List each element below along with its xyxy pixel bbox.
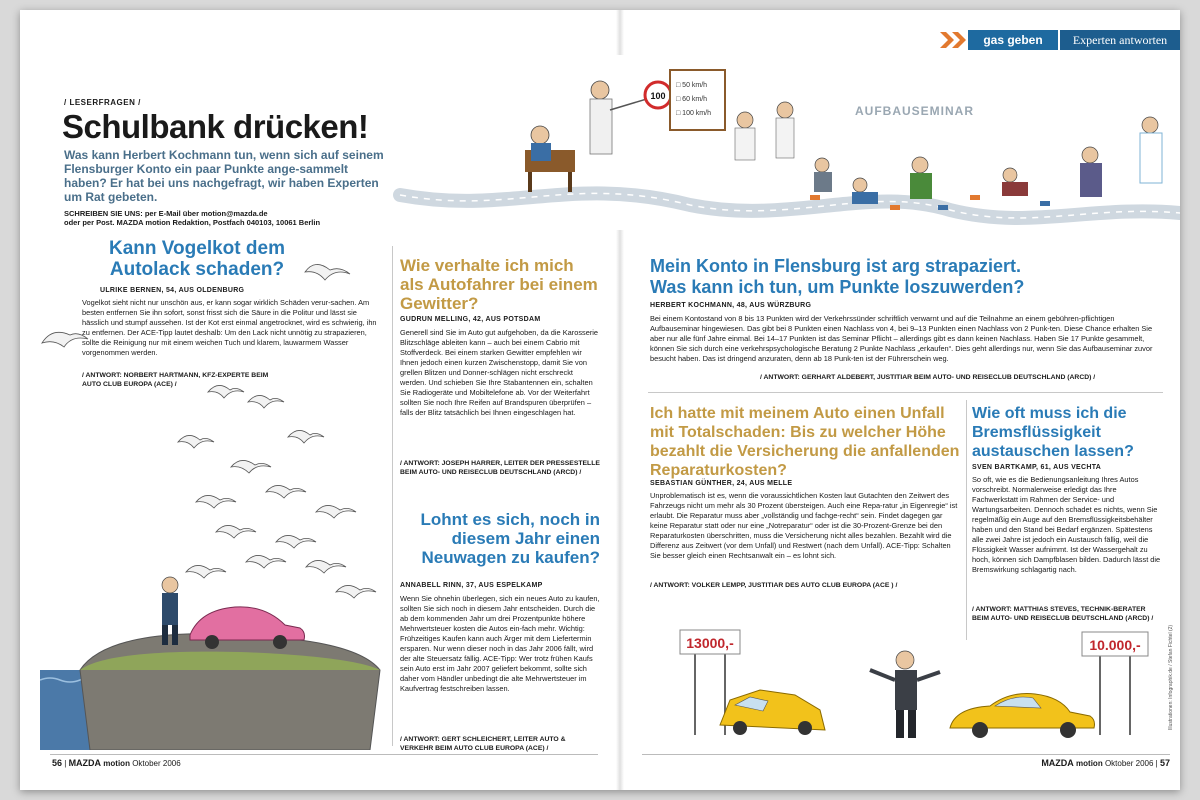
seagull-illustration xyxy=(40,250,395,750)
neuwagen-byline: ANNABELL RINN, 37, AUS ESPELKAMP xyxy=(400,582,543,589)
chevron-right-icon xyxy=(940,30,968,50)
seminar-illustration xyxy=(390,55,1180,230)
vogelkot-answer: / ANTWORT: NORBERT HARTMANN, KFZ-EXPERTE BEIM AUTO CLUB EUROPA (ACE) / xyxy=(82,372,269,388)
board-line-1: □ 50 km/h xyxy=(676,82,708,89)
price-right: 10.000,- xyxy=(1089,637,1141,653)
neuwagen-heading: Lohnt es sich, noch in diesem Jahr einen Neuwagen zu kaufen? xyxy=(420,510,600,567)
speed-sign-label: 100 xyxy=(650,91,666,101)
board-line-3: □ 100 km/h xyxy=(676,110,711,117)
neuwagen-body: Wenn Sie ohnehin überlegen, sich ein neues Auto zu kaufen, sollten Sie sich noch in diesem Jahr entscheiden. Durch die ab dem kommenden Jahr um drei Prozentpunkte höhere Mehrwertsteuer kosten die Autos ein-fach mehr. Wichtig: Frühzeitiges Kaufen kann auch Ärger mit dem Liefertermin ersparen. Nur wenn dieser noch in das Jahr 2006 fällt, wird der alte Steuersatz fällig. ACE-Tipp: Wer trotz frühen Kaufs sein Auto erst im Jahr 2007 geliefert bekommt, sollte sich daher vom Händler unbedingt die alte Mehrwertsteuer im Kaufvertrag festschreiben lassen. xyxy=(400,594,600,693)
footer-rule-left xyxy=(50,754,598,755)
page-number-right: 57 xyxy=(1159,758,1170,768)
bremse-byline: SVEN BARTKAMP, 61, AUS VECHTA xyxy=(972,464,1102,471)
vogelkot-byline: ULRIKE BERNEN, 54, AUS OLDENBURG xyxy=(100,287,245,294)
car-dealer-illustration xyxy=(650,620,1160,750)
contact-post: oder per Post. MAZDA motion Redaktion, Postfach 040103, 10061 Berlin xyxy=(64,218,321,227)
gewitter-heading: Wie verhalte ich mich als Autofahrer bei einem Gewitter? xyxy=(400,256,598,313)
section-rule xyxy=(648,392,1163,393)
footer-rule-right xyxy=(642,754,1170,755)
footer-left: 56 | MAZDA motion Oktober 2006 xyxy=(52,758,181,768)
seminar-label: AUFBAUSEMINAR xyxy=(855,104,974,118)
gewitter-byline: GUDRUN MELLING, 42, AUS POTSDAM xyxy=(400,316,541,323)
mag-right: motion xyxy=(1076,759,1103,768)
gewitter-answer: / ANTWORT: JOSEPH HARRER, LEITER DER PRESSESTELLE BEIM AUTO- UND REISECLUB DEUTSCHLAND (ARCD) / xyxy=(400,460,600,476)
page-number-left: 56 xyxy=(52,758,63,768)
subsection-tab: Experten antworten xyxy=(1060,30,1180,50)
totalschaden-body: Unproblematisch ist es, wenn die voraussichtlichen Kosten laut Gutachten den Zeitwert des Fahrzeugs nicht um mehr als 30 Prozent übersteigen. Auch eine Repa-ratur „in Eigenregie“ ist erlaubt. Die Reparatur muss aber „vollständig und fachge-recht“ sein. Findet dagegen gar keine Reparatur statt oder nur eine „Notreparatur“ oder ist die 30-Prozent-Grenze bei den Reparaturkosten überschritten, muss die Versicherung nicht alles bezahlen. Bezahlt wird die Differenz aus Zeitwert (vor dem Unfall) und Restwert (nach dem Unfall). ACE-Tipp: Schalten Sie besser gleich einen Rechtsanwalt ein – es lohnt sich. xyxy=(650,491,958,560)
mag-left: motion xyxy=(103,759,130,768)
column-rule-right xyxy=(966,400,967,640)
konto-answer: / ANTWORT: GERHART ALDEBERT, JUSTITIAR BEIM AUTO- UND REISECLUB DEUTSCHLAND (ARCD) / xyxy=(760,374,1096,381)
section-tab: gas geben xyxy=(968,30,1058,50)
totalschaden-heading: Ich hatte mit meinem Auto einen Unfall mit Totalschaden: Bis zu welcher Höhe bezahlt die Versicherung die anfallenden Reparaturkosten? xyxy=(650,405,960,479)
neuwagen-answer: / ANTWORT: GERT SCHLEICHERT, LEITER AUTO & VERKEHR BEIM AUTO CLUB EUROPA (ACE) / xyxy=(400,736,566,752)
brand-left: MAZDA xyxy=(68,758,102,768)
konto-heading-1: Mein Konto in Flensburg ist arg strapaziert. xyxy=(650,256,1022,276)
footer-right: MAZDA motion Oktober 2006 | 57 xyxy=(1041,758,1170,768)
price-left: 13000,- xyxy=(686,635,734,651)
board-line-2: □ 60 km/h xyxy=(676,96,708,103)
brand-right: MAZDA xyxy=(1041,758,1074,768)
date-right: Oktober 2006 xyxy=(1104,759,1154,768)
bremse-heading: Wie oft muss ich die Bremsflüssigkeit austauschen lassen? xyxy=(972,405,1134,460)
konto-heading-2: Was kann ich tun, um Punkte loszuwerden? xyxy=(650,277,1025,297)
intro-lead: Was kann Herbert Kochmann tun, wenn sich auf seinem Flensburger Konto ein paar Punkte ange-sammelt haben? Er hat bei uns nachgefragt, wir haben Experten um Rat gebeten. xyxy=(64,148,384,204)
gewitter-body: Generell sind Sie im Auto gut aufgehoben, da die Karosserie Blitzschläge ableiten kann – auch bei einem Cabrio mit Stoffverdeck. Bei einem starken Gewitter empfehlen wir Ihnen jedoch einen kurzen Zwischenstopp, damit Sie von grellen Blitzen und Donner-schlägen nicht erschreckt werden. Und schieben Sie Ihre Stabantennen ein, schalten Sie Radiogeräte und Mobiltelefone ab. Vor der Weiterfahrt sollten Sie noch Ihre Reifen auf Brandspuren überprüfen – falls der Blitz tatsächlich bei Ihnen eingeschlagen hat. xyxy=(400,328,599,417)
page-title: Schulbank drücken! xyxy=(62,108,369,145)
bremse-answer: / ANTWORT: MATTHIAS STEVES, TECHNIK-BERATER BEIM AUTO- UND REISECLUB DEUTSCHLAND (ARCD) / xyxy=(972,606,1154,622)
kicker: / LESERFRAGEN / xyxy=(64,98,141,107)
vogelkot-heading: Kann Vogelkot dem Autolack schaden? xyxy=(109,238,285,280)
bremse-body: So oft, wie es die Bedienungsanleitung Ihres Autos vorschreibt. Normalerweise erledigt das Ihre Fachwerkstatt im Rahmen der Service- und Wartungsarbeiten. Dennoch schadet es nichts, wenn Sie regelmäßig ein Auge auf den Bremsflüssigkeitsbehälter haben und den Stand bei Bedarf ergänzen. Spätestens alle zwei Jahre ist jedoch ein Austausch fällig, weil die Flüssigkeit Wasser aufnimmt. Ist der Wassergehalt zu hoch, können sich Dampfblasen bilden. Dadurch lässt die Bremswirkung schlagartig nach. xyxy=(972,475,1161,574)
column-rule xyxy=(392,246,393,746)
date-left: Oktober 2006 xyxy=(132,759,181,768)
totalschaden-byline: SEBASTIAN GÜNTHER, 24, AUS MELLE xyxy=(650,480,793,487)
konto-byline: HERBERT KOCHMANN, 48, AUS WÜRZBURG xyxy=(650,302,812,309)
totalschaden-answer: / ANTWORT: VOLKER LEMPP, JUSTITIAR DES AUTO CLUB EUROPA (ACE ) / xyxy=(650,582,898,589)
credit-anchor xyxy=(1168,624,1178,740)
vogelkot-body: Vogelkot sieht nicht nur unschön aus, er kann sogar wirklich Schäden verur-sachen. Am besten entfernen Sie ihn sofort, sonst frisst sich die Säure in die Politur und lässt sie hässlich und stumpf aussehen. Ist der Kot erst einmal angetrocknet, wird es schwierig, ihn zu entfernen. Der ACE-Tipp lautet deshalb: Um den Lack nicht unnötig zu strapazieren, sollte die Reinigung nur mit einem weichen Tuch und klarem, lauwarmem Wasser vorgenommen werden. xyxy=(82,298,377,357)
illustration-credit: Illustrationen: Infographik.de / Stefan Fichtel (2) xyxy=(1168,624,1174,730)
contact-email: SCHREIBEN SIE UNS: per E-Mail über motion@mazda.de xyxy=(64,209,268,218)
konto-body: Bei einem Kontostand von 8 bis 13 Punkten wird der Verkehrssünder schriftlich verwarnt und auf die Teilnahme an einem gebühren-pflichtigen Aufbauseminar hingewiesen. Das gibt bei 8 Punkten einen Nachlass von 4, bei 9–13 Punkten einen Nachlass von 2 Punk-ten. Diese Chance erhalten Sie aber nur alle fünf Jahre einmal. Bei 14–17 Punkten ist das Seminar Pflicht – allerdings gibt es dann keinen Nachlass. Haben Sie 17 Punkte gesammelt, können Sie sich durch eine verkehrspsychologische Beratung 2 Punkte Nachlass „erkaufen“. Dies geht allerdings nur, wenn Sie das Aufbauseminar zuvor besucht haben. Das ist dringend anzuraten, denn ab 18 Punk-ten ist der Führerschein weg. xyxy=(650,314,1153,363)
magazine-spread xyxy=(20,10,1180,790)
